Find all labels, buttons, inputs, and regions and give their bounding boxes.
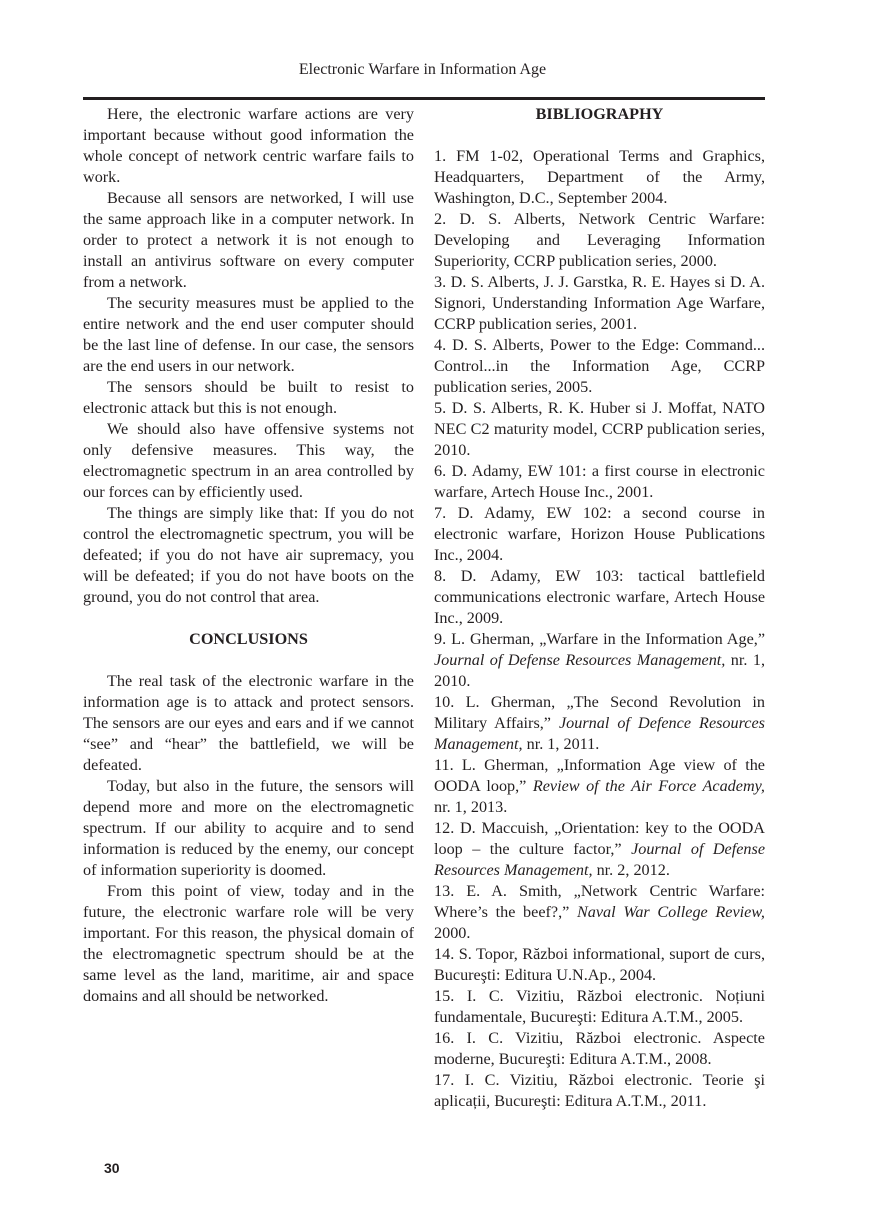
right-column — [434, 104, 765, 1112]
bibliography-heading: BIBLIOGRAPHY — [535, 105, 664, 123]
reference-text: 10. L. Gherman, „The Second Revolution in Military Affairs,” — [434, 693, 765, 732]
conclusions-heading: CONCLUSIONS — [189, 630, 308, 648]
reference-item: 14. S. Topor, Război informational, suport de curs, Bucureşti: Editura U.N.Ap., 2004. — [434, 945, 765, 984]
reference-text: 13. E. A. Smith, „Network Centric Warfare: Where’s the beef?,” — [434, 882, 765, 921]
reference-item — [434, 692, 765, 755]
reference-details: nr. 1, 2013. — [434, 798, 508, 816]
reference-item: 15. I. C. Vizitiu, Război electronic. Noțiuni fundamentale, Bucureşti: Editura A.T.M., 2005. — [434, 987, 765, 1026]
reference-item: 16. I. C. Vizitiu, Război electronic. Aspecte moderne, Bucureşti: Editura A.T.M., 2008. — [434, 1029, 765, 1068]
reference-item: 8. D. Adamy, EW 103: tactical battlefield communications electronic warfare, Artech House Inc., 2009. — [434, 567, 765, 627]
reference-item: 3. D. S. Alberts, J. J. Garstka, R. E. Hayes si D. A. Signori, Understanding Information Age Warfare, CCRP publication series, 2001. — [434, 273, 765, 333]
body-paragraph: From this point of view, today and in the future, the electronic warfare role will be very important. For this reason, the physical domain of the electromagnetic spectrum should be at the same level as the land, maritime, air and space domains and all should be networked. — [83, 882, 414, 1005]
body-paragraph: Here, the electronic warfare actions are very important because without good information the whole concept of network centric warfare fails to work. — [83, 105, 414, 186]
body-paragraphs-after — [83, 671, 414, 1007]
body-paragraph: Today, but also in the future, the sensors will depend more and more on the electromagnetic spectrum. If our ability to acquire and to send information is reduced by the enemy, our concept of information superiority is doomed. — [83, 777, 414, 879]
reference-text: 11. L. Gherman, „Information Age view of the OODA loop,” — [434, 756, 765, 795]
body-paragraph: The real task of the electronic warfare in the information age is to attack and protect sensors. The sensors are our eyes and ears and if we cannot “see” and “hear” the battlefield, we will be defeated. — [83, 672, 414, 774]
reference-item: 5. D. S. Alberts, R. K. Huber si J. Moffat, NATO NEC C2 maturity model, CCRP publication series, 2010. — [434, 399, 765, 459]
reference-item: 1. FM 1-02, Operational Terms and Graphics, Headquarters, Department of the Army, Washington, D.C., September 2004. — [434, 147, 765, 207]
reference-journal: Naval War College Review, — [576, 903, 765, 921]
reference-item: 4. D. S. Alberts, Power to the Edge: Command... Control...in the Information Age, CCRP publication series, 2005. — [434, 336, 765, 396]
reference-item: 17. I. C. Vizitiu, Război electronic. Teorie şi aplicații, Bucureşti: Editura A.T.M., 2011. — [434, 1071, 765, 1110]
reference-item — [434, 881, 765, 944]
header-rule — [83, 97, 765, 100]
reference-journal: Review of the Air Force Academy, — [532, 777, 765, 795]
reference-text: 9. L. Gherman, „Warfare in the Information Age,” — [434, 630, 765, 648]
body-paragraph: We should also have offensive systems not only defensive measures. This way, the electromagnetic spectrum in an area controlled by our forces can by efficiently used. — [83, 420, 414, 501]
reference-item: 2. D. S. Alberts, Network Centric Warfare: Developing and Leveraging Information Superiority, CCRP publication series, 2000. — [434, 210, 765, 270]
reference-journal: Journal of Defense Resources Management, — [434, 651, 726, 669]
reference-details: nr. 1, 2010. — [434, 651, 765, 690]
running-head: Electronic Warfare in Information Age — [298, 61, 547, 78]
reference-journal: Journal of Defense Resources Management, — [434, 840, 765, 879]
body-paragraph: Because all sensors are networked, I will use the same approach like in a computer network. In order to protect a network it is not enough to install an antivirus software on every computer from a network. — [83, 189, 414, 291]
body-paragraph: The things are simply like that: If you do not control the electromagnetic spectrum, you will be defeated; if you do not have air supremacy, you will be defeated; if you do not have boots on the ground, you do not control that area. — [83, 504, 414, 606]
page-number: 30 — [104, 1160, 120, 1176]
reference-item — [434, 755, 765, 818]
reference-item: 7. D. Adamy, EW 102: a second course in electronic warfare, Horizon House Publications Inc., 2004. — [434, 504, 765, 564]
reference-details: 2000. — [434, 924, 471, 942]
reference-item — [434, 629, 765, 692]
reference-item — [434, 818, 765, 881]
reference-text: 12. D. Maccuish, „Orientation: key to the OODA loop – the culture factor,” — [434, 819, 765, 858]
left-column — [83, 104, 414, 1007]
body-paragraph: The sensors should be built to resist to electronic attack but this is not enough. — [83, 378, 414, 417]
body-paragraphs-before — [83, 104, 414, 608]
reference-item: 6. D. Adamy, EW 101: a first course in electronic warfare, Artech House Inc., 2001. — [434, 462, 765, 501]
reference-details: nr. 1, 2011. — [522, 735, 600, 753]
reference-list — [434, 146, 765, 1112]
reference-journal: Journal of Defence Resources Management, — [434, 714, 765, 753]
reference-details: nr. 2, 2012. — [592, 861, 670, 879]
body-paragraph: The security measures must be applied to the entire network and the end user computer should be the last line of defense. In our case, the sensors are the end users in our network. — [83, 294, 414, 375]
